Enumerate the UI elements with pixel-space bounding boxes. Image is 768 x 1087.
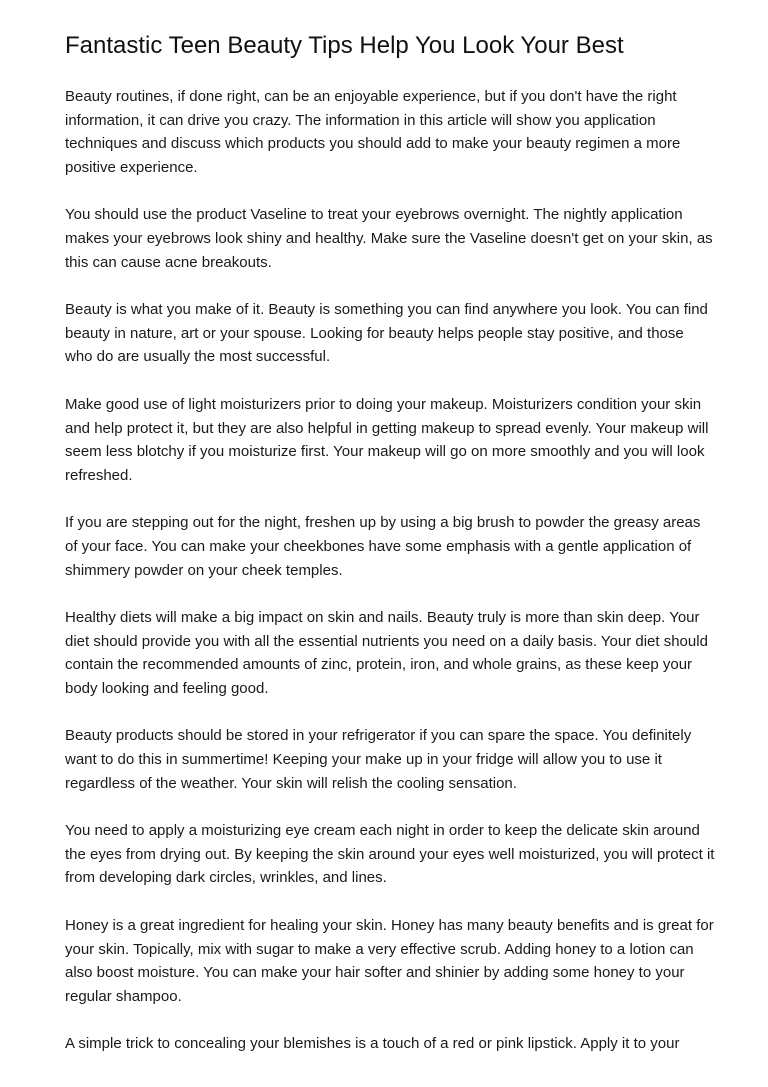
paragraph-10: A simple trick to concealing your blemishes is a touch of a red or pink lipstick. Apply it to your	[65, 1035, 680, 1053]
document-page	[65, 30, 715, 1056]
paragraph-5: If you are stepping out for the night, freshen up by using a big brush to powder the greasy areas of your face. You can make your cheekbones have some emphasis with a gentle application of shimmery powder on your cheek temples.	[65, 514, 701, 579]
paragraph-7: Beauty products should be stored in your refrigerator if you can spare the space. You definitely want to do this in summertime! Keeping your make up in your fridge will allow you to use it regardless of the weather. Your skin will relish the cooling sensation.	[65, 727, 692, 792]
paragraph-9: Honey is a great ingredient for healing your skin. Honey has many beauty benefits and is great for your skin. Topically, mix with sugar to make a very effective scrub. Adding honey to a lotion can also boost moisture. You can make your hair softer and shinier by adding some honey to your regular shampoo.	[65, 917, 714, 1005]
paragraph-2: You should use the product Vaseline to treat your eyebrows overnight. The nightly application makes your eyebrows look shiny and healthy. Make sure the Vaseline doesn't get on your skin, as this can cause acne breakouts.	[65, 206, 713, 271]
document-title: Fantastic Teen Beauty Tips Help You Look Your Best	[65, 32, 624, 59]
paragraph-8: You need to apply a moisturizing eye cream each night in order to keep the delicate skin around the eyes from drying out. By keeping the skin around your eyes well moisturized, you will protect it from developing dark circles, wrinkles, and lines.	[65, 822, 715, 887]
paragraph-4: Make good use of light moisturizers prior to doing your makeup. Moisturizers condition your skin and help protect it, but they are also helpful in getting makeup to spread evenly. Your makeup will seem less blotchy if you moisturize first. Your makeup will go on more smoothly and you will look refreshed.	[65, 395, 709, 484]
paragraph-6: Healthy diets will make a big impact on skin and nails. Beauty truly is more than skin deep. Your diet should provide you with all the essential nutrients you need on a daily basis. Your diet should contain the recommended amounts of zinc, protein, iron, and whole grains, as these keep your body looking and feeling good.	[65, 609, 708, 697]
paragraph-1: Beauty routines, if done right, can be an enjoyable experience, but if you don't have the right information, it can drive you crazy. The information in this article will show you application techniques and discuss which products you should add to make your beauty regimen a more positive experience.	[65, 88, 681, 176]
paragraph-3: Beauty is what you make of it. Beauty is something you can find anywhere you look. You can find beauty in nature, art or your spouse. Looking for beauty helps people stay positive, and those who do are usually the most successful.	[65, 301, 708, 366]
